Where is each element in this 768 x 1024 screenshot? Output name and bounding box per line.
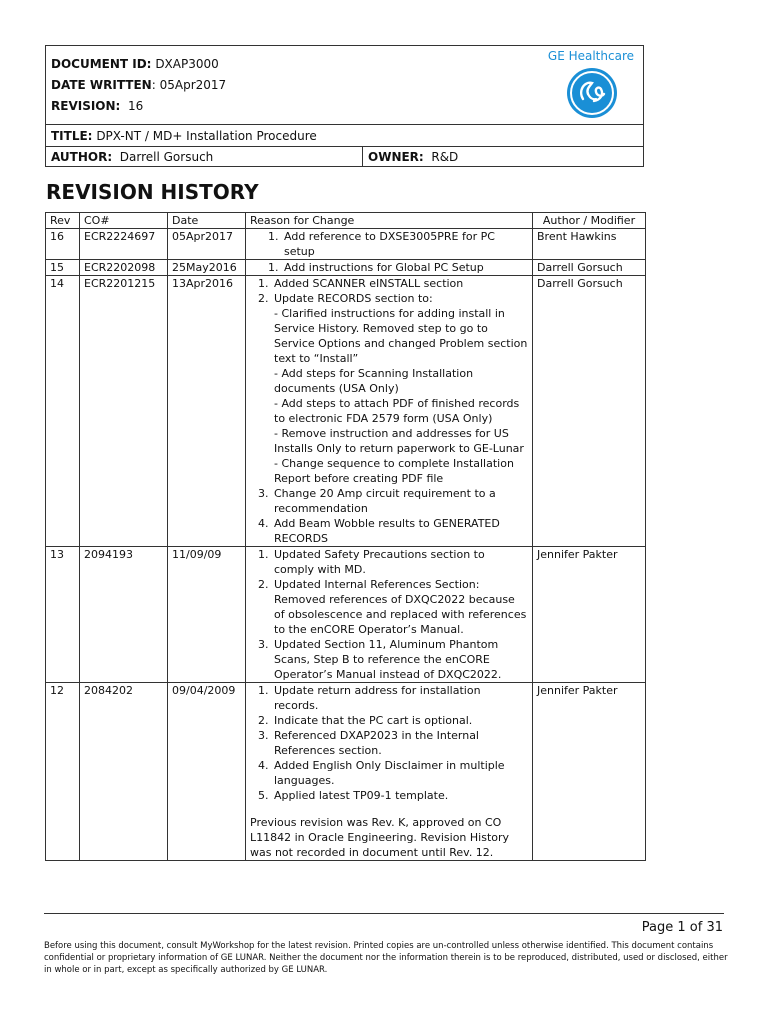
date-written-value: 05Apr2017: [159, 77, 227, 92]
document-id-label: DOCUMENT ID:: [51, 56, 152, 71]
document-id-line: [51, 54, 358, 75]
ge-monogram-logo: [566, 67, 618, 122]
confidentiality-disclaimer: Before using this document, consult MyWorkshop for the latest revision. Printed copies are un-controlled unless otherwise identified. This document contains confidential or proprietary information of GE LUNAR. Neither the document nor the information therein is to be reproduced, distributed, used or disclosed, either in whole or in part, except as specifically authorized by GE LUNAR.: [44, 941, 728, 975]
table-row: [46, 229, 646, 260]
table-row: [46, 260, 646, 276]
reason-item: 2. Indicate that the PC cart is optional.: [272, 713, 528, 728]
rev-cell: 13: [46, 547, 80, 683]
title-value: DPX-NT / MD+ Installation Procedure: [96, 128, 317, 143]
reason-list: [250, 547, 528, 682]
reason-item: 1. Updated Safety Precautions section to comply with MD.: [272, 547, 528, 577]
table-row: [46, 547, 646, 683]
date-colon: :: [151, 77, 156, 92]
reason-item: 2. Update RECORDS section to: - Clarified instructions for adding install in Service History. Removed step to go to Service Options and changed Problem section text to “Install” - Add steps for Scanning Installation documents (USA Only) - Add steps to attach PDF of finished records to electronic FDA 2579 form (USA Only) - Remove instruction and addresses for US Installs Only to return paperwork to GE-Lunar - Change sequence to complete Installation Report before creating PDF file: [272, 291, 528, 486]
author-cell: Brent Hawkins: [533, 229, 646, 260]
date-cell: 05Apr2017: [168, 229, 246, 260]
title-cell: [46, 125, 644, 147]
author-value: Darrell Gorsuch: [119, 149, 214, 164]
table-row: [46, 683, 646, 861]
column-header-author: Author / Modifier: [533, 213, 646, 229]
date-cell: 25May2016: [168, 260, 246, 276]
document-header-table: [45, 45, 644, 167]
date-cell: 13Apr2016: [168, 276, 246, 547]
owner-value: R&D: [431, 149, 459, 164]
date-cell: 11/09/09: [168, 547, 246, 683]
date-cell: 09/04/2009: [168, 683, 246, 861]
co-cell: ECR2202098: [80, 260, 168, 276]
reason-item: 1. Added SCANNER eINSTALL section: [272, 276, 528, 291]
revision-label: REVISION:: [51, 98, 121, 113]
author-cell: Jennifer Pakter: [533, 683, 646, 861]
reason-item: 3. Referenced DXAP2023 in the Internal References section.: [272, 728, 528, 758]
author-cell: [46, 147, 363, 167]
document-id-value: DXAP3000: [155, 56, 219, 71]
revision-history-table: [45, 212, 646, 861]
reason-item: 3. Updated Section 11, Aluminum Phantom Scans, Step B to reference the enCORE Operator’s Manual instead of DXQC2022.: [272, 637, 528, 682]
reason-item: 4. Added English Only Disclaimer in multiple languages.: [272, 758, 528, 788]
reason-list: [250, 683, 528, 803]
reason-item: 1. Update return address for installation records.: [272, 683, 528, 713]
document-info-cell: [46, 46, 363, 125]
reason-cell: [246, 276, 533, 547]
author-cell: Darrell Gorsuch: [533, 260, 646, 276]
author-cell: Jennifer Pakter: [533, 547, 646, 683]
reason-list: [250, 276, 528, 546]
brand-name: GE Healthcare: [547, 49, 634, 63]
footer-divider: [44, 913, 724, 914]
author-label: AUTHOR:: [51, 149, 113, 164]
date-written-label: DATE WRITTEN: [51, 77, 152, 92]
rev-cell: 14: [46, 276, 80, 547]
column-header-date: Date: [168, 213, 246, 229]
reason-cell: [246, 260, 533, 276]
column-header-reason: Reason for Change: [246, 213, 533, 229]
revision-note: Previous revision was Rev. K, approved on CO L11842 in Oracle Engineering. Revision History was not recorded in document until Rev. 12.: [250, 816, 510, 859]
reason-cell: [246, 547, 533, 683]
reason-item: 1. Add reference to DXSE3005PRE for PC setup: [282, 229, 528, 259]
column-header-rev: Rev: [46, 213, 80, 229]
table-row: [46, 276, 646, 547]
reason-list: [250, 229, 528, 259]
brand-cell: [363, 46, 644, 125]
date-written-line: [51, 75, 358, 96]
reason-list: [250, 260, 528, 275]
reason-item: 4. Add Beam Wobble results to GENERATED RECORDS: [272, 516, 528, 546]
rev-cell: 16: [46, 229, 80, 260]
reason-item: 1. Add instructions for Global PC Setup: [282, 260, 528, 275]
reason-cell: [246, 683, 533, 861]
reason-item: 3. Change 20 Amp circuit requirement to a recommendation: [272, 486, 528, 516]
owner-cell: [363, 147, 644, 167]
reason-item: 5. Applied latest TP09-1 template.: [272, 788, 528, 803]
rev-cell: 12: [46, 683, 80, 861]
reason-item: 2. Updated Internal References Section: Removed references of DXQC2022 because of obsolescence and replaced with references to the enCORE Operator’s Manual.: [272, 577, 528, 637]
column-header-co: CO#: [80, 213, 168, 229]
revision-rows: [46, 229, 646, 861]
revision-line: [51, 96, 358, 117]
revision-history-heading: REVISION HISTORY: [46, 180, 259, 204]
reason-cell: [246, 229, 533, 260]
revision-value: 16: [127, 98, 144, 113]
co-cell: 2084202: [80, 683, 168, 861]
co-cell: ECR2201215: [80, 276, 168, 547]
page-number: Page 1 of 31: [641, 920, 723, 935]
author-cell: Darrell Gorsuch: [533, 276, 646, 547]
co-cell: ECR2224697: [80, 229, 168, 260]
rev-cell: 15: [46, 260, 80, 276]
co-cell: 2094193: [80, 547, 168, 683]
owner-label: OWNER:: [368, 149, 424, 164]
table-header-row: [46, 213, 646, 229]
title-label: TITLE:: [51, 128, 93, 143]
